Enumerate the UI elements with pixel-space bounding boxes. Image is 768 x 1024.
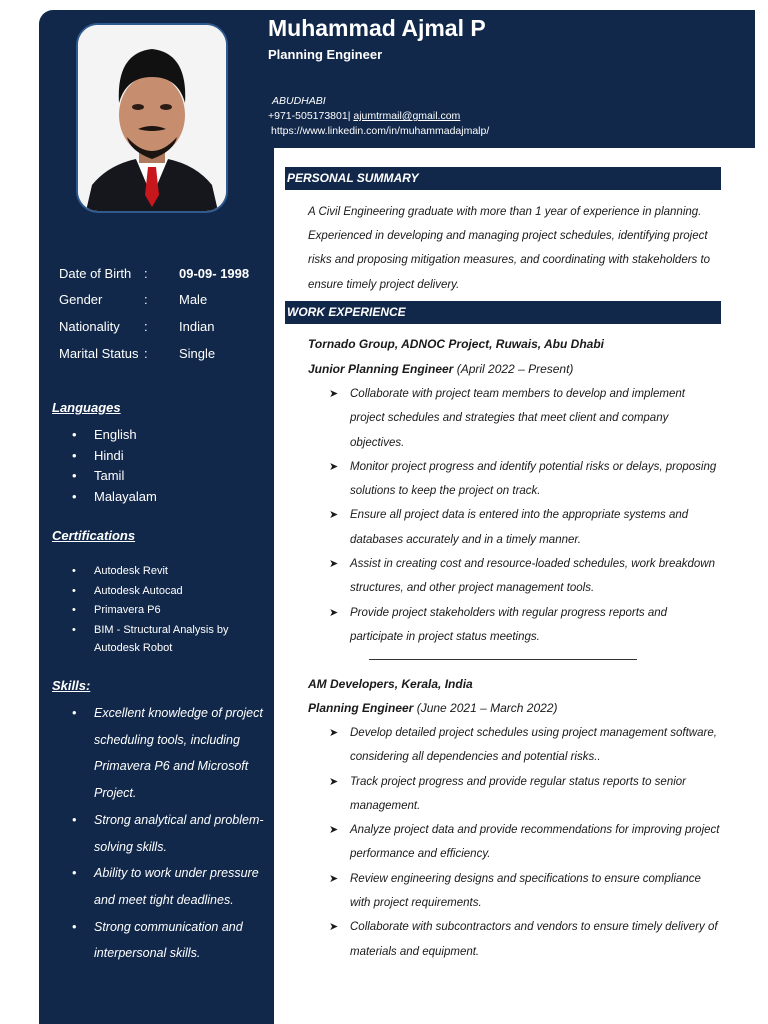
list-item: ➤ Track project progress and provide regular status reports to senior management.: [326, 770, 721, 819]
list-item: • Autodesk Revit: [52, 562, 267, 580]
role-line: [308, 701, 557, 715]
info-label: Date of Birth: [59, 266, 132, 281]
list-item: ➤ Analyze project data and provide recommendations for improving project performance and efficiency.: [326, 818, 721, 867]
skills-list: [52, 700, 267, 967]
job-bullets: [326, 382, 721, 649]
info-label: Nationality: [59, 319, 120, 334]
list-item: • Hindi: [52, 446, 267, 467]
profile-photo: [76, 23, 228, 213]
certifications-list: [52, 562, 267, 658]
list-item: ➤ Monitor project progress and identify potential risks or delays, proposing solutions to keep the project on track.: [326, 455, 721, 504]
role-line: [308, 362, 573, 376]
list-item: ➤ Collaborate with project team members to develop and implement project schedules and strategies that meet client and company objectives.: [326, 382, 721, 455]
list-item: • Ability to work under pressure and meet tight deadlines.: [52, 860, 267, 913]
list-item: ➤ Assist in creating cost and resource-loaded schedules, work breakdown structures, and other project management tools.: [326, 552, 721, 601]
skills-heading: Skills:: [52, 678, 91, 693]
role-title: Junior Planning Engineer: [308, 362, 454, 376]
work-experience-heading: WORK EXPERIENCE: [285, 301, 721, 324]
job-title: Planning Engineer: [268, 47, 383, 62]
info-label: Gender: [59, 292, 103, 307]
list-item: • Malayalam: [52, 487, 267, 508]
list-item: ➤ Review engineering designs and specifications to ensure compliance with project requirements.: [326, 867, 721, 916]
job-bullets: [326, 721, 721, 964]
info-value: Male: [179, 292, 208, 307]
list-item: • English: [52, 425, 267, 446]
list-item: • Tamil: [52, 466, 267, 487]
role-title: Planning Engineer: [308, 701, 414, 715]
list-item: • Primavera P6: [52, 601, 267, 619]
list-item: • BIM - Structural Analysis by Autodesk Robot: [52, 621, 267, 657]
email-link[interactable]: ajumtrmail@gmail.com: [353, 110, 461, 122]
list-item: ➤ Ensure all project data is entered into the appropriate systems and databases accurately and in a timely manner.: [326, 503, 721, 552]
linkedin-link[interactable]: https://www.linkedin.com/in/muhammadajmalp/: [271, 125, 490, 137]
list-item: • Strong communication and interpersonal skills.: [52, 914, 267, 967]
info-colon: :: [144, 292, 148, 307]
section-divider: [369, 659, 637, 660]
candidate-name: Muhammad Ajmal P: [268, 15, 486, 41]
role-period: (June 2021 – March 2022): [416, 701, 558, 715]
info-colon: :: [144, 266, 148, 281]
list-item: ➤ Develop detailed project schedules using project management software, considering all dependencies and potential risks..: [326, 721, 721, 770]
person-photo-icon: [78, 25, 226, 211]
info-value: Indian: [179, 319, 215, 334]
list-item: • Autodesk Autocad: [52, 582, 267, 600]
company-name: AM Developers, Kerala, India: [308, 677, 473, 691]
list-item: ➤ Provide project stakeholders with regular progress reports and participate in project status meetings.: [326, 601, 721, 650]
contact-line: [268, 110, 460, 122]
info-colon: :: [144, 319, 148, 334]
personal-summary-heading: PERSONAL SUMMARY: [285, 167, 721, 190]
location: ABUDHABI: [272, 95, 326, 107]
info-colon: :: [144, 346, 148, 361]
list-item: • Excellent knowledge of project scheduling tools, including Primavera P6 and Microsoft Project.: [52, 700, 267, 807]
list-item: • Strong analytical and problem-solving skills.: [52, 807, 267, 860]
company-name: Tornado Group, ADNOC Project, Ruwais, Abu Dhabi: [308, 337, 605, 351]
certifications-heading: Certifications: [52, 528, 136, 543]
role-period: (April 2022 – Present): [456, 362, 574, 376]
list-item: ➤ Collaborate with subcontractors and vendors to ensure timely delivery of materials and equipment.: [326, 915, 721, 964]
languages-heading: Languages: [52, 400, 121, 415]
info-value: Single: [179, 346, 216, 361]
info-value: 09-09- 1998: [179, 266, 250, 281]
summary-text: A Civil Engineering graduate with more than 1 year of experience in planning. Experienced in developing and managing project schedules, identifying project risks and proposing mitigation measures, and coordinating with stakeholders to ensure timely project delivery.: [308, 206, 711, 291]
info-label: Marital Status: [59, 346, 139, 361]
phone-number: +971-505173801|: [268, 110, 351, 122]
languages-list: [52, 425, 267, 507]
